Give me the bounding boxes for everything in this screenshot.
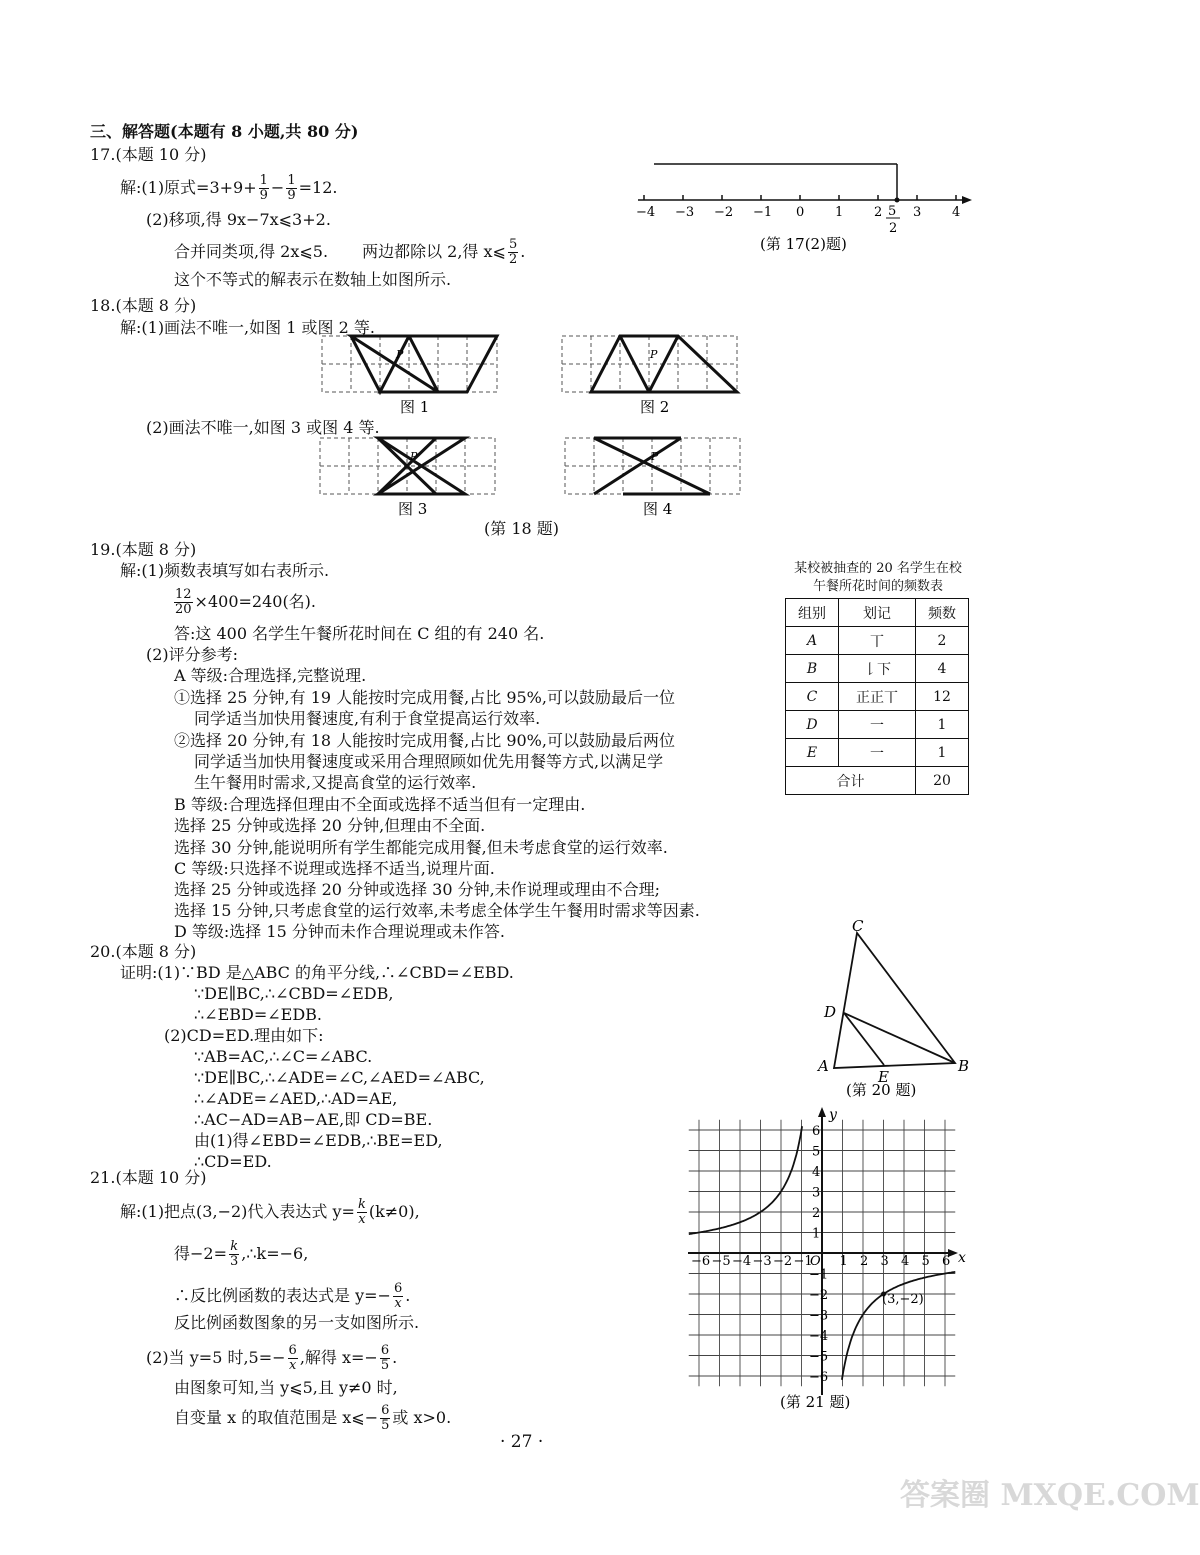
x-tick-label: 3: [880, 1254, 889, 1269]
q20-line8: ∴AC−AD=AB−AE,即 CD=BE.: [194, 1110, 433, 1129]
q19-line1: 解:(1)频数表填写如右表所示.: [120, 561, 330, 580]
x-tick-label: 6: [942, 1254, 951, 1269]
q18-line2: (2)画法不唯一,如图 3 或图 4 等.: [146, 418, 380, 437]
y-tick-label: 3: [812, 1185, 821, 1201]
q19-line5: A 等级:合理选择,完整说理.: [174, 666, 367, 685]
arrow-icon: [962, 196, 972, 204]
q20-line7: ∴∠ADE=∠AED,∴AD=AE,: [194, 1089, 398, 1108]
x-tick-label: 2: [860, 1254, 869, 1269]
q17-line4: 这个不等式的解表示在数轴上如图所示.: [174, 270, 452, 289]
fraction: $\frac{6}{x}$: [393, 1281, 403, 1311]
q21-line5: (2)当 y=5 时,5=− $\frac{6}{x}$ ,解得 x=− $\frac{6}{5}$ .: [146, 1343, 398, 1373]
q19-line12: 选择 25 分钟或选择 20 分钟,但理由不全面.: [174, 816, 486, 835]
y-label: y: [829, 1107, 837, 1123]
point-p: P: [396, 348, 404, 361]
figure-3: [318, 436, 518, 520]
q20-line2: ∵DE∥BC,∴∠CBD=∠EDB,: [194, 984, 394, 1003]
number-line-tick-label: −3: [675, 205, 695, 220]
fraction: $\frac{1}{9}$: [259, 173, 268, 203]
fraction: $\frac{5}{2}$: [508, 237, 518, 267]
number-line-tick-label: 2: [874, 205, 883, 220]
svg-text:P: P: [651, 450, 659, 463]
figure-4: [563, 436, 763, 520]
number-line-figure: [630, 150, 980, 270]
q20-line5: ∵AB=AC,∴∠C=∠ABC.: [194, 1047, 373, 1066]
fraction: $\frac{6}{x}$: [288, 1343, 297, 1373]
q20-line10: ∴CD=ED.: [194, 1152, 272, 1171]
triangle-figure: [812, 915, 982, 1105]
q19-header: 19.(本题 8 分): [90, 540, 197, 559]
q19-line15: 选择 25 分钟或选择 20 分钟或选择 30 分钟,未作说理或理由不合理;: [174, 880, 661, 899]
y-tick-label: 5: [812, 1144, 821, 1160]
x-tick-label: −3: [752, 1254, 772, 1269]
q19-line13: 选择 30 分钟,能说明所有学生都能完成用餐,但未考虑食堂的运行效率.: [174, 838, 668, 857]
q20-caption: (第 20 题): [846, 1081, 917, 1099]
fig2-label: 图 2: [640, 398, 670, 416]
q17-header: 17.(本题 10 分): [90, 145, 207, 164]
y-tick-label: −6: [809, 1370, 829, 1385]
x-tick-label: −5: [711, 1254, 731, 1269]
q21-header: 21.(本题 10 分): [90, 1168, 207, 1187]
point-label: (3,−2): [882, 1292, 924, 1307]
y-tick-label: 2: [812, 1206, 821, 1221]
q21-line4: 反比例函数图象的另一支如图所示.: [174, 1313, 420, 1332]
table-row: B 𠄌下 4: [786, 655, 969, 683]
page-number: · 27 ·: [500, 1432, 544, 1452]
q19-line9: 同学适当加快用餐速度或采用合理照顾如优先用餐等方式,以满足学: [194, 752, 664, 771]
q19-line6: ①选择 25 分钟,有 19 人能按时完成用餐,占比 95%,可以鼓励最后一位: [174, 688, 675, 707]
table-row: E 一 1: [786, 739, 969, 767]
q20-line6: ∵DE∥BC,∴∠ADE=∠C,∠AED=∠ABC,: [194, 1068, 485, 1087]
number-line-tick-label: −4: [636, 205, 656, 220]
fraction: $\frac{6}{5}$: [381, 1403, 390, 1433]
hyperbola-right-branch: [842, 1272, 955, 1380]
fraction: $\frac{1}{9}$: [287, 173, 296, 203]
y-tick-label: 1: [812, 1226, 821, 1242]
y-tick-label: −1: [809, 1267, 829, 1283]
x-tick-label: −1: [793, 1254, 813, 1269]
label-e: E: [878, 1068, 889, 1086]
number-line-tick-label: 0: [796, 205, 805, 220]
q19-line10: 生午餐用时需求,又提高食堂的运行效率.: [194, 773, 477, 792]
q21-caption: (第 21 题): [780, 1393, 851, 1411]
y-tick-label: 4: [812, 1165, 821, 1180]
q20-line1: 证明:(1)∵BD 是△ABC 的角平分线,∴∠CBD=∠EBD.: [120, 963, 514, 982]
q18-caption: (第 18 题): [484, 519, 560, 538]
q20-line4: (2)CD=ED.理由如下:: [164, 1026, 324, 1045]
y-arrow-icon: [818, 1107, 826, 1117]
section-title: 三、解答题(本题有 8 小题,共 80 分): [90, 122, 359, 141]
y-tick-label: 6: [812, 1124, 821, 1139]
x-tick-label: 5: [921, 1254, 930, 1269]
table-title: 某校被抽查的 20 名学生在校 午餐所花时间的频数表: [794, 561, 962, 594]
number-line-tick-label: −1: [753, 205, 773, 220]
table-row: A 丅 2: [786, 627, 969, 655]
number-line-tick-label: 1: [835, 205, 844, 220]
table-total-row: 合计 20: [786, 767, 969, 795]
q19-line4: (2)评分参考:: [146, 645, 239, 664]
table-row: D 一 1: [786, 711, 969, 739]
q19-line16: 选择 15 分钟,只考虑食堂的运行效率,未考虑全体学生午餐用时需求等因素.: [174, 901, 700, 920]
figure-1: [320, 334, 520, 418]
number-line-tick-label: 3: [913, 205, 922, 220]
x-label: x: [958, 1250, 966, 1266]
x-tick-label: −2: [773, 1254, 793, 1269]
origin-label: O: [810, 1254, 821, 1269]
q19-line2: $\frac{12}{20}$ ×400=240(名).: [175, 587, 317, 617]
fig3-label: 图 3: [398, 500, 428, 518]
x-tick-label: −4: [732, 1254, 752, 1269]
x-tick-label: −6: [691, 1254, 711, 1269]
q17-line1: 解:(1)原式=3+9+ $\frac{1}{9}$ − $\frac{1}{9}$ =12.: [120, 173, 338, 203]
mark-num: 5: [888, 204, 897, 219]
q19-line8: ②选择 20 分钟,有 18 人能按时完成用餐,占比 90%,可以鼓励最后两位: [174, 731, 675, 750]
table-row: C 正正丅 12: [786, 683, 969, 711]
y-tick-label: −2: [809, 1288, 829, 1303]
fraction: $\frac{6}{5}$: [380, 1343, 390, 1373]
frequency-table: [785, 598, 969, 795]
q19-line11: B 等级:合理选择但理由不全面或选择不适当但有一定理由.: [174, 795, 586, 814]
q19-line17: D 等级:选择 15 分钟而未作合理说理或未作答.: [174, 922, 505, 941]
q19-line7: 同学适当加快用餐速度,有利于食堂提高运行效率.: [194, 709, 541, 728]
q20-line9: 由(1)得∠EBD=∠EDB,∴BE=ED,: [194, 1131, 443, 1150]
q17-l1-pre: 解:(1)原式=3+9+: [120, 178, 257, 197]
x-tick-label: 4: [901, 1254, 910, 1269]
watermark-logo: 答案圈 MXQE.COM: [900, 1478, 1200, 1513]
fraction: $\frac{k}{x}$: [357, 1197, 366, 1227]
q21-line7: 自变量 x 的取值范围是 x⩽− $\frac{6}{5}$ 或 x>0.: [174, 1403, 452, 1433]
svg-text:P: P: [650, 348, 658, 361]
q19-line14: C 等级:只选择不说理或选择不适当,说理片面.: [174, 859, 495, 878]
svg-text:P: P: [410, 450, 418, 463]
fraction: $\frac{12}{20}$: [175, 587, 192, 617]
q20-line3: ∴∠EBD=∠EDB.: [194, 1005, 323, 1024]
q17-caption: (第 17(2)题): [760, 235, 847, 253]
figure-2: [560, 334, 760, 418]
q17-line3: 合并同类项,得 2x⩽5. 两边都除以 2,得 x⩽ $\frac{5}{2}$ .: [174, 237, 526, 267]
label-c: C: [852, 917, 864, 935]
q20-header: 20.(本题 8 分): [90, 942, 197, 961]
label-b: B: [958, 1057, 970, 1075]
number-line-tick-label: −2: [714, 205, 734, 220]
mark-den: 2: [889, 221, 898, 236]
y-tick-label: −5: [809, 1349, 829, 1365]
fraction: $\frac{k}{3}$: [230, 1239, 239, 1269]
q21-line6: 由图象可知,当 y⩽5,且 y≠0 时,: [174, 1378, 398, 1397]
q18-header: 18.(本题 8 分): [90, 296, 197, 315]
y-tick-label: −4: [809, 1329, 829, 1344]
q21-line3: ∴反比例函数的表达式是 y=− $\frac{6}{x}$ .: [174, 1281, 411, 1311]
label-d: D: [824, 1003, 837, 1021]
y-tick-label: −3: [809, 1308, 829, 1324]
label-a: A: [818, 1057, 829, 1075]
q17-line2: (2)移项,得 9x−7x⩽3+2.: [146, 210, 331, 229]
fig1-label: 图 1: [400, 398, 430, 416]
fig4-label: 图 4: [643, 500, 673, 518]
function-graph: [682, 1105, 972, 1415]
number-line-tick-label: 4: [952, 205, 961, 220]
q19-line3: 答:这 400 名学生午餐所花时间在 C 组的有 240 名.: [174, 624, 545, 643]
q18-line1: 解:(1)画法不唯一,如图 1 或图 2 等.: [120, 318, 375, 337]
q21-line1: 解:(1)把点(3,−2)代入表达式 y= $\frac{k}{x}$ (k≠0),: [120, 1197, 420, 1227]
hyperbola-left-branch: [689, 1126, 802, 1234]
q21-line2: 得−2= $\frac{k}{3}$ ,∴k=−6,: [174, 1239, 309, 1269]
table-header-row: 组别 划记 频数: [786, 599, 969, 627]
x-tick-label: 1: [839, 1254, 848, 1269]
